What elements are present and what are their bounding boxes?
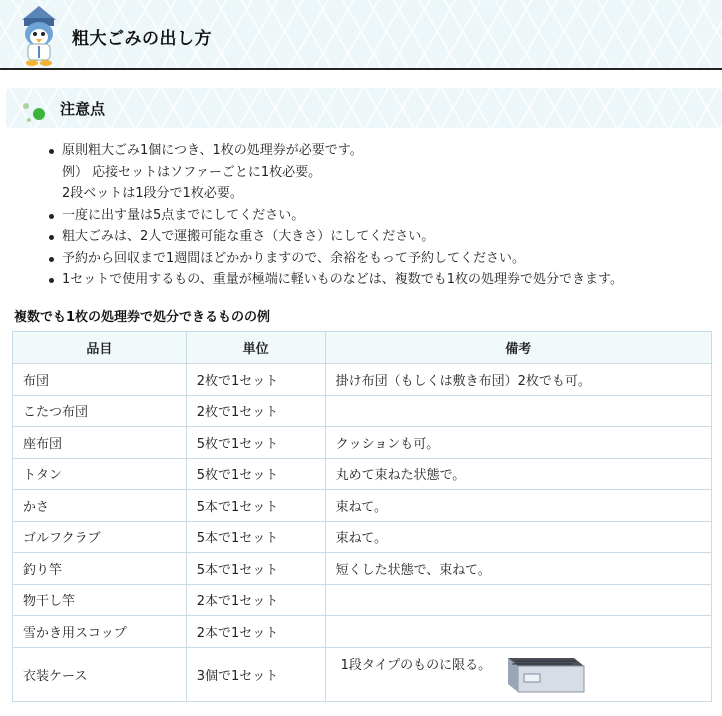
cell-unit: 2枚で1セット — [186, 364, 325, 396]
cell-note — [325, 647, 711, 701]
page-title: 粗大ごみの出し方 — [72, 29, 212, 49]
cell-unit: 2本で1セット — [186, 616, 325, 648]
cell-item: かさ — [13, 490, 187, 522]
table-row — [13, 647, 712, 701]
table-row — [13, 521, 712, 553]
notice-item: 原則粗大ごみ1個につき、1枚の処理券が必要です。 例） 応接セットはソファーごとに1枚必要。 2段ベットは1段分で1枚必要。 — [46, 140, 716, 205]
cell-item: 物干し竿 — [13, 584, 187, 616]
penguin-mascot-icon — [14, 4, 64, 68]
cell-note: クッションも可。 — [325, 427, 711, 459]
cell-note: 掛け布団（もしくは敷き布団）2枚でも可。 — [325, 364, 711, 396]
cell-note: 短くした状態で、束ねて。 — [325, 553, 711, 585]
cell-item: 座布団 — [13, 427, 187, 459]
cell-item: 雪かき用スコップ — [13, 616, 187, 648]
cell-unit: 5本で1セット — [186, 521, 325, 553]
table-row — [13, 553, 712, 585]
notice-subline: 2段ベットは1段分で1枚必要。 — [62, 186, 243, 201]
notice-heading: 注意点 — [60, 100, 106, 118]
table-row — [13, 395, 712, 427]
notice-item: 1セットで使用するもの、重量が極端に軽いものなどは、複数でも1枚の処理券で処分できます。 — [46, 269, 716, 291]
cell-note — [325, 584, 711, 616]
cell-unit: 5本で1セット — [186, 490, 325, 522]
bullet-dots-icon — [20, 98, 50, 124]
notice-subline: 例） 応接セットはソファーごとに1枚必要。 — [62, 164, 322, 180]
column-header-unit: 単位 — [186, 332, 325, 364]
table-row — [13, 458, 712, 490]
notice-item: 一度に出す量は5点までにしてください。 — [46, 205, 716, 227]
notice-heading-band — [6, 88, 722, 128]
cell-unit: 5本で1セット — [186, 553, 325, 585]
table-row — [13, 427, 712, 459]
cell-unit: 3個で1セット — [186, 647, 325, 701]
column-header-note: 備考 — [325, 332, 711, 364]
table-row — [13, 364, 712, 396]
notice-item: 予約から回収まで1週間ほどかかりますので、余裕をもって予約してください。 — [46, 248, 716, 270]
storage-case-illustration — [494, 652, 590, 696]
table-row — [13, 584, 712, 616]
cell-item: ゴルフクラブ — [13, 521, 187, 553]
cell-unit: 5枚で1セット — [186, 458, 325, 490]
cell-unit: 2枚で1セット — [186, 395, 325, 427]
table-header-row — [13, 332, 712, 364]
cell-item: 衣装ケース — [13, 647, 187, 701]
cell-item: 釣り竿 — [13, 553, 187, 585]
cell-note: 丸めて束ねた状態で。 — [325, 458, 711, 490]
cell-note — [325, 616, 711, 648]
cell-item: 布団 — [13, 364, 187, 396]
page-header — [0, 0, 722, 70]
table-row — [13, 616, 712, 648]
cell-unit: 2本で1セット — [186, 584, 325, 616]
notice-item: 粗大ごみは、2人で運搬可能な重さ（大きさ）にしてください。 — [46, 226, 716, 248]
cell-unit: 5枚で1セット — [186, 427, 325, 459]
table-row — [13, 490, 712, 522]
notice-list — [46, 140, 716, 291]
examples-table — [12, 331, 712, 702]
cell-note-text: 1段タイプのものに限る。 — [340, 657, 492, 673]
cell-item: こたつ布団 — [13, 395, 187, 427]
cell-note: 束ねて。 — [325, 521, 711, 553]
cell-note — [325, 395, 711, 427]
cell-item: トタン — [13, 458, 187, 490]
table-title: 複数でも1枚の処理券で処分できるものの例 — [14, 310, 271, 325]
cell-note: 束ねて。 — [325, 490, 711, 522]
column-header-item: 品目 — [13, 332, 187, 364]
